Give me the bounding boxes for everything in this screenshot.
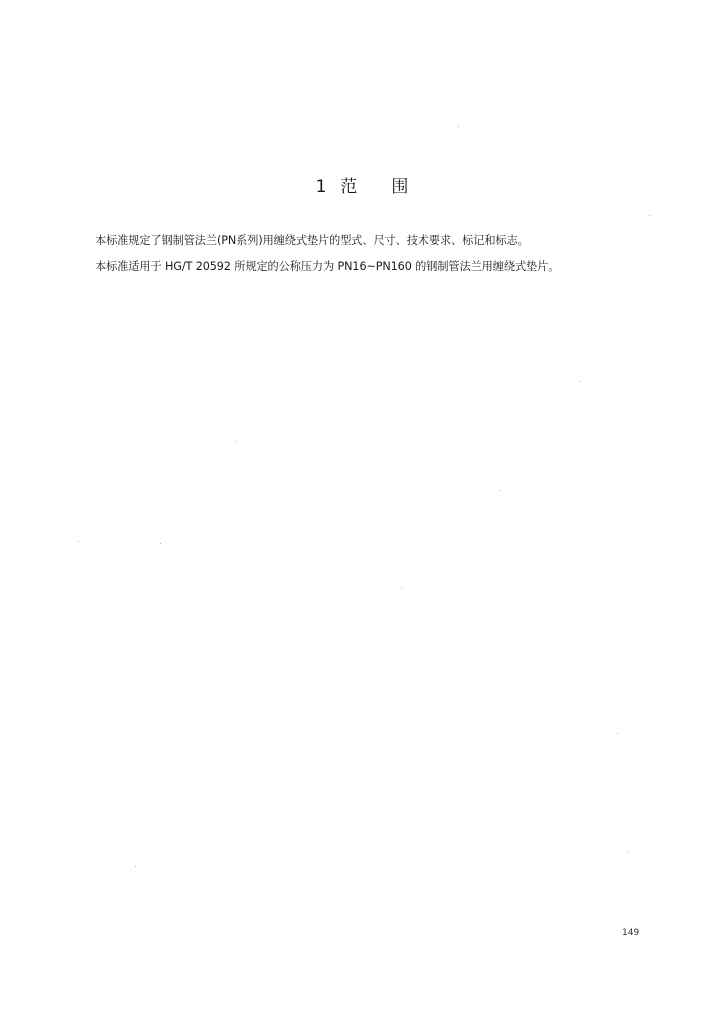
section-title-char-2: 围 [391, 177, 409, 197]
section-heading [0, 172, 724, 197]
scope-paragraph-2: 本标准适用于 HG/T 20592 所规定的公称压力为 PN16~PN160 的钢制管法兰用缠绕式垫片。 [95, 260, 560, 273]
section-title-char-1: 范 [340, 177, 358, 197]
scan-speck [649, 215, 650, 216]
scan-speck [236, 441, 237, 442]
scan-speck [580, 381, 581, 382]
scan-speck [135, 866, 136, 867]
scan-speck [617, 733, 618, 734]
scope-paragraph-1: 本标准规定了钢制管法兰(PN系列)用缠绕式垫片的型式、尺寸、技术要求、标记和标志。 [95, 234, 529, 247]
scan-speck [627, 851, 628, 852]
scan-speck [500, 490, 501, 491]
scan-speck [401, 587, 402, 588]
scan-speck [458, 126, 459, 127]
scan-speck [78, 541, 79, 542]
section-number: 1 [315, 177, 327, 197]
page-number: 149 [622, 928, 640, 938]
scan-speck [160, 543, 161, 544]
